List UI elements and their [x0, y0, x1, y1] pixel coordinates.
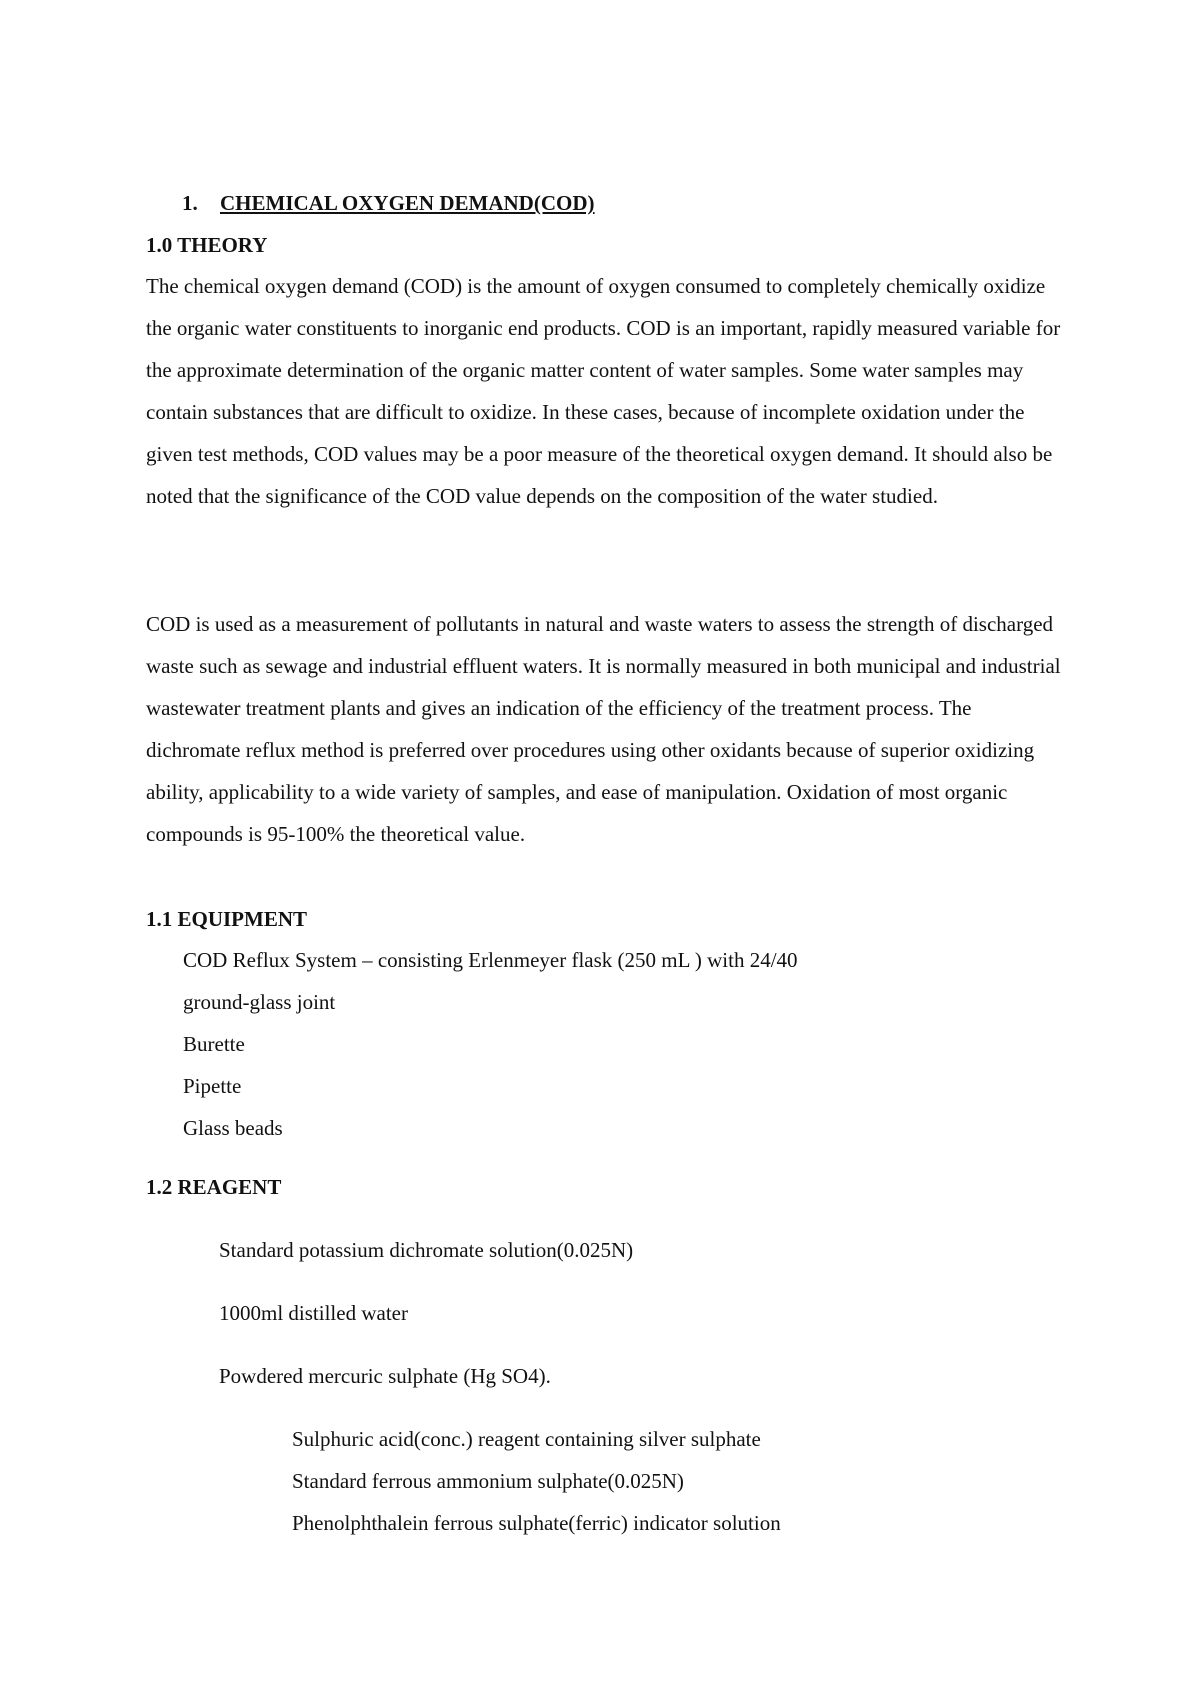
theory-paragraph-2: COD is used as a measurement of pollutants in natural and waste waters to assess the strength of discharged waste such as sewage and industrial effluent waters. It is normally measured in both municipal and industrial wastewater treatment plants and gives an indication of the efficiency of the treatment process. The dichromate reflux method is preferred over procedures using other oxidants because of superior oxidizing ability, applicability to a wide variety of samples, and ease of manipulation. Oxidation of most organic compounds is 95-100% the theoretical value.: [146, 612, 1061, 846]
list-item: 1000ml distilled water: [219, 1301, 408, 1325]
list-item: Powdered mercuric sulphate (Hg SO4).: [219, 1364, 551, 1388]
list-item: Pipette: [183, 1074, 242, 1098]
equipment-heading: 1.1 EQUIPMENT: [146, 907, 308, 931]
theory-paragraph-1: The chemical oxygen demand (COD) is the amount of oxygen consumed to completely chemically oxidize the organic water constituents to inorganic end products. COD is an important, rapidly measured variable for the approximate determination of the organic matter content of water samples. Some water samples may contain substances that are difficult to oxidize. In these cases, because of incomplete oxidation under the given test methods, COD values may be a poor measure of the theoretical oxygen demand. It should also be noted that the significance of the COD value depends on the composition of the water studied.: [146, 274, 1061, 508]
list-item: Standard ferrous ammonium sulphate(0.025N): [292, 1469, 684, 1493]
list-item: Glass beads: [183, 1116, 283, 1140]
section-title-text: CHEMICAL OXYGEN DEMAND(COD): [220, 191, 595, 215]
list-item: Burette: [183, 1032, 245, 1056]
list-item: Sulphuric acid(conc.) reagent containing silver sulphate: [292, 1427, 761, 1451]
list-item: ground-glass joint: [183, 990, 336, 1014]
equipment-list: [183, 939, 798, 1149]
list-item: COD Reflux System – consisting Erlenmeyer flask (250 mL ) with 24/40: [183, 948, 798, 972]
theory-heading: 1.0 THEORY: [146, 233, 268, 257]
section-title: [182, 189, 595, 217]
list-item: Phenolphthalein ferrous sulphate(ferric) indicator solution: [292, 1511, 781, 1535]
list-item: Standard potassium dichromate solution(0.025N): [219, 1238, 634, 1262]
reagent-heading: 1.2 REAGENT: [146, 1175, 282, 1199]
section-number: 1.: [182, 191, 198, 215]
